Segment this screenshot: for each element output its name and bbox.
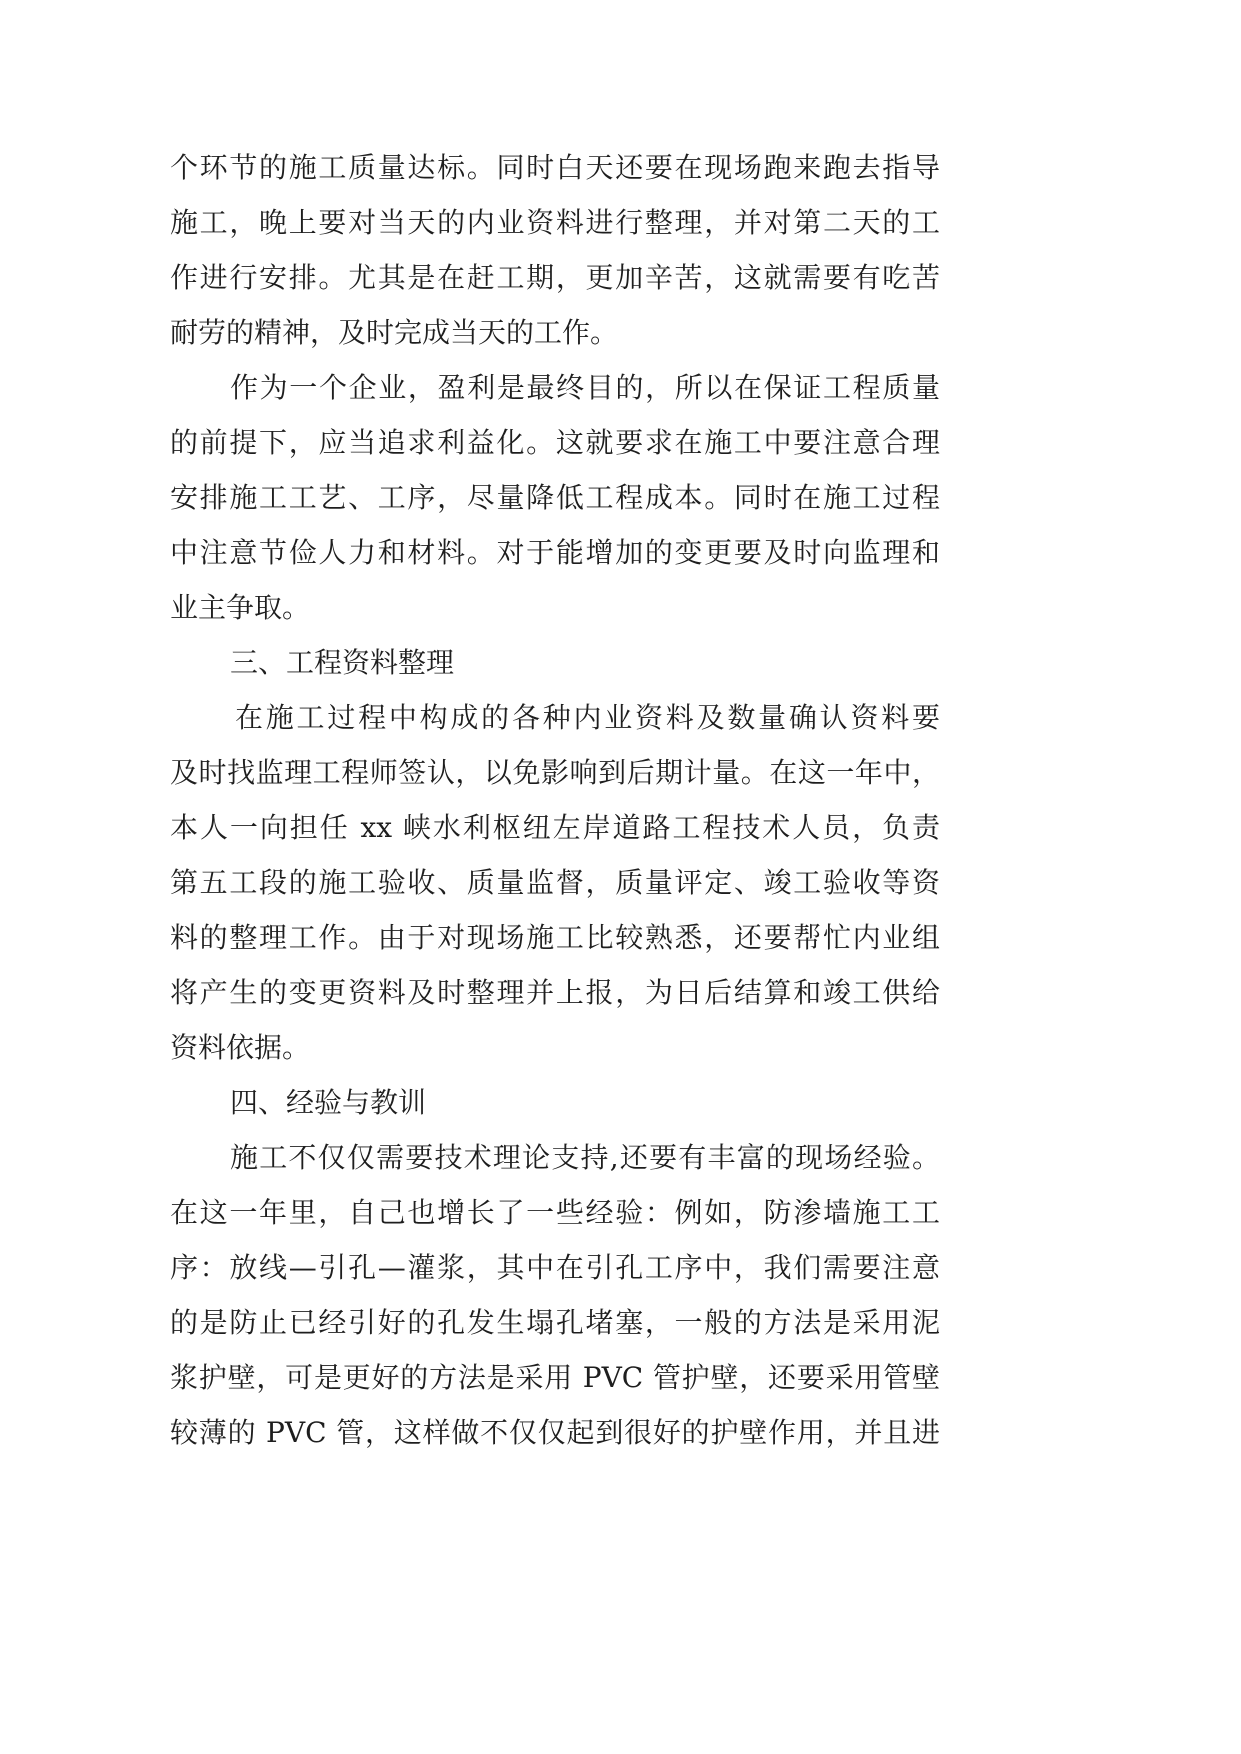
text-line: 施工不仅仅需要技术理论支持,还要有丰富的现场经验。 xyxy=(230,1141,940,1174)
text-line: 及时找监理工程师签认，以免影响到后期计量。在这一年中， xyxy=(170,756,940,789)
text-line: 浆护壁，可是更好的方法是采用 PVC 管护壁，还要采用管壁 xyxy=(170,1361,940,1394)
text-line: 作进行安排。尤其是在赶工期，更加辛苦，这就需要有吃苦 xyxy=(170,261,940,294)
text-line: 较薄的 PVC 管，这样做不仅仅起到很好的护壁作用，并且进 xyxy=(170,1416,940,1449)
text-line: 的前提下，应当追求利益化。这就要求在施工中要注意合理 xyxy=(170,426,940,459)
text-line: 个环节的施工质量达标。同时白天还要在现场跑来跑去指导 xyxy=(170,151,940,184)
section-heading: 三、工程资料整理 xyxy=(230,646,455,679)
text-line: 第五工段的施工验收、质量监督，质量评定、竣工验收等资 xyxy=(170,866,940,899)
text-line: 的是防止已经引好的孔发生塌孔堵塞，一般的方法是采用泥 xyxy=(170,1306,940,1339)
text-line: 本人一向担任 xx 峡水利枢纽左岸道路工程技术人员，负责 xyxy=(170,811,940,844)
text-line: 在这一年里，自己也增长了一些经验：例如，防渗墙施工工 xyxy=(170,1196,940,1229)
text-line: 料的整理工作。由于对现场施工比较熟悉，还要帮忙内业组 xyxy=(170,921,940,954)
text-line: 在施工过程中构成的各种内业资料及数量确认资料要 xyxy=(235,701,940,734)
text-line: 中注意节俭人力和材料。对于能增加的变更要及时向监理和 xyxy=(170,536,940,569)
text-line: 安排施工工艺、工序，尽量降低工程成本。同时在施工过程 xyxy=(170,481,940,514)
text-line: 资料依据。 xyxy=(170,1031,311,1064)
body-text xyxy=(170,140,940,1460)
text-line: 将产生的变更资料及时整理并上报，为日后结算和竣工供给 xyxy=(170,976,940,1009)
section-heading: 四、经验与教训 xyxy=(230,1086,427,1119)
text-line: 耐劳的精神，及时完成当天的工作。 xyxy=(170,316,619,349)
text-line: 序：放线—引孔—灌浆，其中在引孔工序中，我们需要注意 xyxy=(170,1251,940,1284)
text-line: 业主争取。 xyxy=(170,591,311,624)
text-line: 作为一个企业，盈利是最终目的，所以在保证工程质量 xyxy=(230,371,940,404)
text-line: 施工，晚上要对当天的内业资料进行整理，并对第二天的工 xyxy=(170,206,940,239)
